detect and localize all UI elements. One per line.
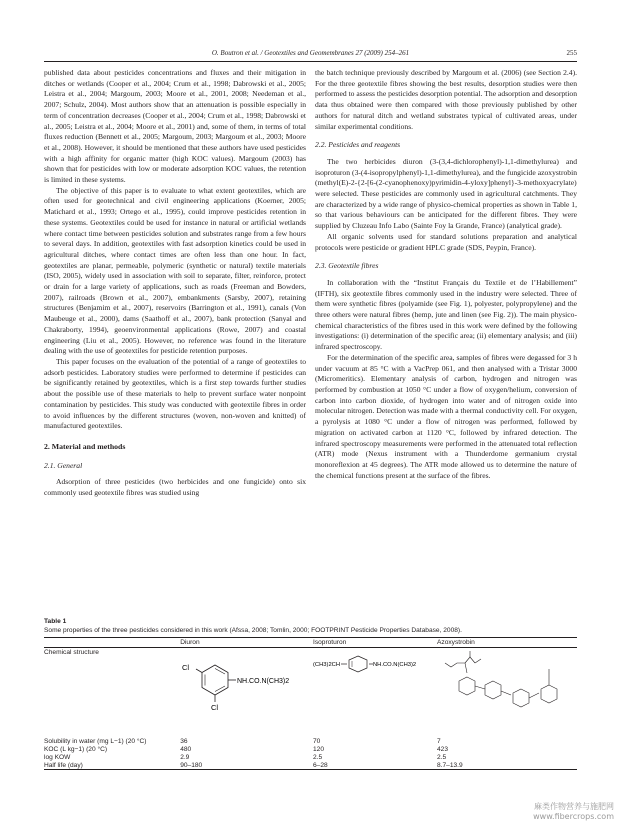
table-row [44,753,577,761]
table-row [44,648,577,738]
azoxystrobin-structure [437,648,577,738]
section-heading-2-2: 2.2. Pesticides and reagents [315,140,401,150]
watermark-line-2: www.fibercrops.com [533,812,614,821]
running-header [44,49,577,57]
left-column [44,68,306,499]
table-row [44,745,577,753]
left-paragraph-2: The objective of this paper is to evaluate to what extent geotextiles, which are often used for geotechnical and civil engineering applications (Koerner, 2005; Matichard et al., 1993; Ortego et al., 1995), could improve pesticides retention in these systems. Geotextiles could be used for instance in natural or artificial wetlands where contact time between pesticides solution and substrates range from a few hours to several days. In addition, geotextiles with fast adsorption kinetics could be used in agricultural ditches, where contact times are often less than one hour. In fact, geotextiles are planar, permeable, polymeric (synthetic or natural) textile materials (ISO, 2005), widely used in association with soil to separate, filter, reinforce, protect or drain for a large variety of applications, such as roads (Freeman and Bowders, 2007), railroads (Brown et al., 2007), embankments (Sarsby, 2007), retaining structures (Benjamim et al., 2007), reservoirs (Barrington et al., 1991), canals (Von Maubeuge et al., 2000), dams (Saathoff et al., 2007), bank protection (Sanyal and Chakraborty, 1994), geoenvironmental applications (Rowe, 2007) and coastal engineering (Liu et al., 2005). However, no reference was found in the literature dealing with the use of geotextiles for pesticide retention purposes. [44,185,306,356]
running-title: O. Boutron et al. / Geotextiles and Geomembranes 27 (2009) 254–261 [211,49,410,57]
cl-label: Cl [211,702,219,712]
watermark [533,802,614,822]
table-header-cell: Diuron [180,639,200,646]
table-cell: 7 [437,737,441,745]
right-paragraph-3: All organic solvents used for standard solutions preparation and analytical protocols were pesticide or gradient HPLC grade (SDS, Peypin, France). [315,231,577,252]
table-cell: 2.9 [180,753,190,761]
table-cell: 6–28 [312,761,328,769]
table-header-cell: Azoxystrobin [437,639,475,646]
table-cell: 120 [312,745,324,753]
table-cell: Half life (day) [44,761,83,769]
table-header-cell: Isoproturon [312,639,347,646]
table-row [44,761,577,770]
structure-label: Chemical structure [44,648,99,656]
table-cell: 480 [180,745,192,753]
azoxystrobin-structure-drawing [437,649,577,735]
isoproturon-structure [313,648,437,738]
table-header-row [44,638,577,648]
table-cell: KOC (L kg−1) (20 °C) [44,745,108,753]
properties-table [44,637,577,770]
left-paragraph-1: published data about pesticides concentrations and fluxes and their mitigation in ditches or wetlands (Cooper et al., 2004; Crum et al., 1998; Dabrowski et al., 2005; Leistra et al., 2004; Margoum, 2003; Moore et al., 2001, 2008; Needeman et al., 2007; Schulz, 2004). Most authors show that an attenuation is possible especially in term of concentration decreases (Cooper et al., 2004; Crum et al., 1998; Dabrowski et al., 2005; Leistra et al., 2004; Moore et al., 2001) and, some of them, in terms of total fluxes reduction (Bennett et al., 2005; Margoum, 2003; Margoum et al., 2003; Moore et al., 2008). However, it should be mentioned that these authors have used pesticides with a high affinity for organic matter (high KOC values). Margoum (2003) has shown that for pesticides with low or moderate adsorption KOC values, the retention is limited in these systems. [44,68,306,185]
right-paragraph-5: For the determination of the specific area, samples of fibres were degassed for 3 h under vacuum at 85 °C with a VacPrep 061, and then analysed with a Tristar 3000 (Micromeritics). Elementary analysis of carbon, hydrogen and nitrogen was performed by combustion at 1050 °C under a flow of oxygen/helium, conversion of carbon into carbon dioxide, of hydrogen into water and of nitrogen oxide into molecular nitrogen. Detection was made with a thermal conductivity cell. For oxygen, a pyrolysis at 1080 °C under a flow of nitrogen was performed, followed by migration on activated carbon at 1120 °C, followed by infrared detection. The infrared spectroscopy measurements were performed in the attenuated total reflection (ATR) mode (Nexus instrument with a Thunderdome germanium crystal monoreflexion at 45 degrees). The ATR mode allowed us to determine the nature of the chemical functions present at the surface of the fibres. [315,352,577,480]
section-heading-2-1: 2.1. General [44,460,83,470]
right-paragraph-1: the batch technique previously described by Margoum et al. (2006) (see Section 2.4). For the three geotextile fibres showing the best results, desorption studies were then performed to assess the pesticides desorption potential. The adsorption and desorption data thus obtained were then compared with those previously published by other authors for natural ditch and wetland substrates typical of cultivated areas, under similar experimental conditions. [315,68,577,131]
table-cell: 2.5 [437,753,447,761]
page-number: 255 [566,49,577,57]
table-label: Table 1 [44,618,67,625]
table-1 [44,618,577,770]
section-heading-2: 2. Material and methods [44,441,126,451]
left-paragraph-3: This paper focuses on the evaluation of the potential of a range of geotextiles to adsorb pesticides. Laboratory studies were performed to determine if pesticides can be significantly retained by geotextiles, which is a first step towards further studies about the possible use of these materials to help to prevent surface water nonpoint contamination by pesticides. This study was conducted with geotextile fibres in order to avoid influences by the different structures (woven, non-woven and knitted) of manufactured geotextiles. [44,356,306,431]
right-column [315,68,577,481]
table-cell: 90–180 [180,761,203,769]
table-cell: log KOW [44,753,71,761]
diuron-side-chain: NH.CO.N(CH3)2 [237,677,290,685]
isoproturon-structure-drawing [313,649,437,735]
table-cell: Solubility in water (mg L−1) (20 °C) [44,737,147,745]
diuron-structure-drawing [180,649,310,735]
table-row [44,737,577,745]
right-paragraph-4: In collaboration with the “Institut Français du Textile et de l’Habillement” (IFTH), six geotextile fibres commonly used in the industry were selected. Three of them were synthetic fibres (polyamide (see Fig. 1), polyester, polypropylene) and the three others were natural fibres (hemp, jute and linen (see Fig. 2)). The main physico-chemical characteristics of the fibres used in this work were defined by the following investigations: (i) determination of the specific area; (ii) elementary analysis; and (iii) infrared spectroscopy. [315,277,577,352]
isoproturon-side-chain: NH.CO.N(CH3)2 [372,661,417,668]
table-caption: Some properties of the three pesticides considered in this work (Afssa, 2008; Tomlin, 2000; FOOTPRINT Pesticide Properties Database, 2008). [44,627,462,634]
section-heading-2-3: 2.3. Geotextile fibres [315,261,379,271]
table-cell: 8.7–13.9 [437,761,463,769]
watermark-line-1: 麻类作物营养与施肥网 [534,802,614,811]
left-paragraph-4: Adsorption of three pesticides (two herbicides and one fungicide) onto six commonly used geotextile fibres was studied using [44,477,306,498]
table-cell: 423 [437,745,449,753]
diuron-structure [180,648,313,738]
right-paragraph-2: The two herbicides diuron (3-(3,4-dichlorophenyl)-1,1-dimethylurea) and isoproturon (3-(4-isopropylphenyl)-1,1-dimethylurea), and the fungicide azoxystrobin (methyl(E)-2-{2-[6-(2-cyanophenoxy)pyrimidin-4-yloxy]phenyl}-3-methoxyacrylate) were selected. These pesticides are commonly used in agricultural catchments. They are characterized by a wide range of physico-chemical properties as shown in Table 1, so that various behaviours can be anticipated for the different fibres. They were supplied by Cluzeau Info Labo (Sainte Foy la Grande, France) (analytical grade). [315,156,577,231]
isoproturon-left-group: (CH3)2CH [312,661,341,668]
header-rule [44,61,577,62]
table-cell: 70 [312,737,321,745]
table-header-cell [44,638,180,648]
table-cell: 2.5 [312,753,323,761]
cl-label: Cl [182,662,190,672]
table-cell: 36 [180,737,188,745]
